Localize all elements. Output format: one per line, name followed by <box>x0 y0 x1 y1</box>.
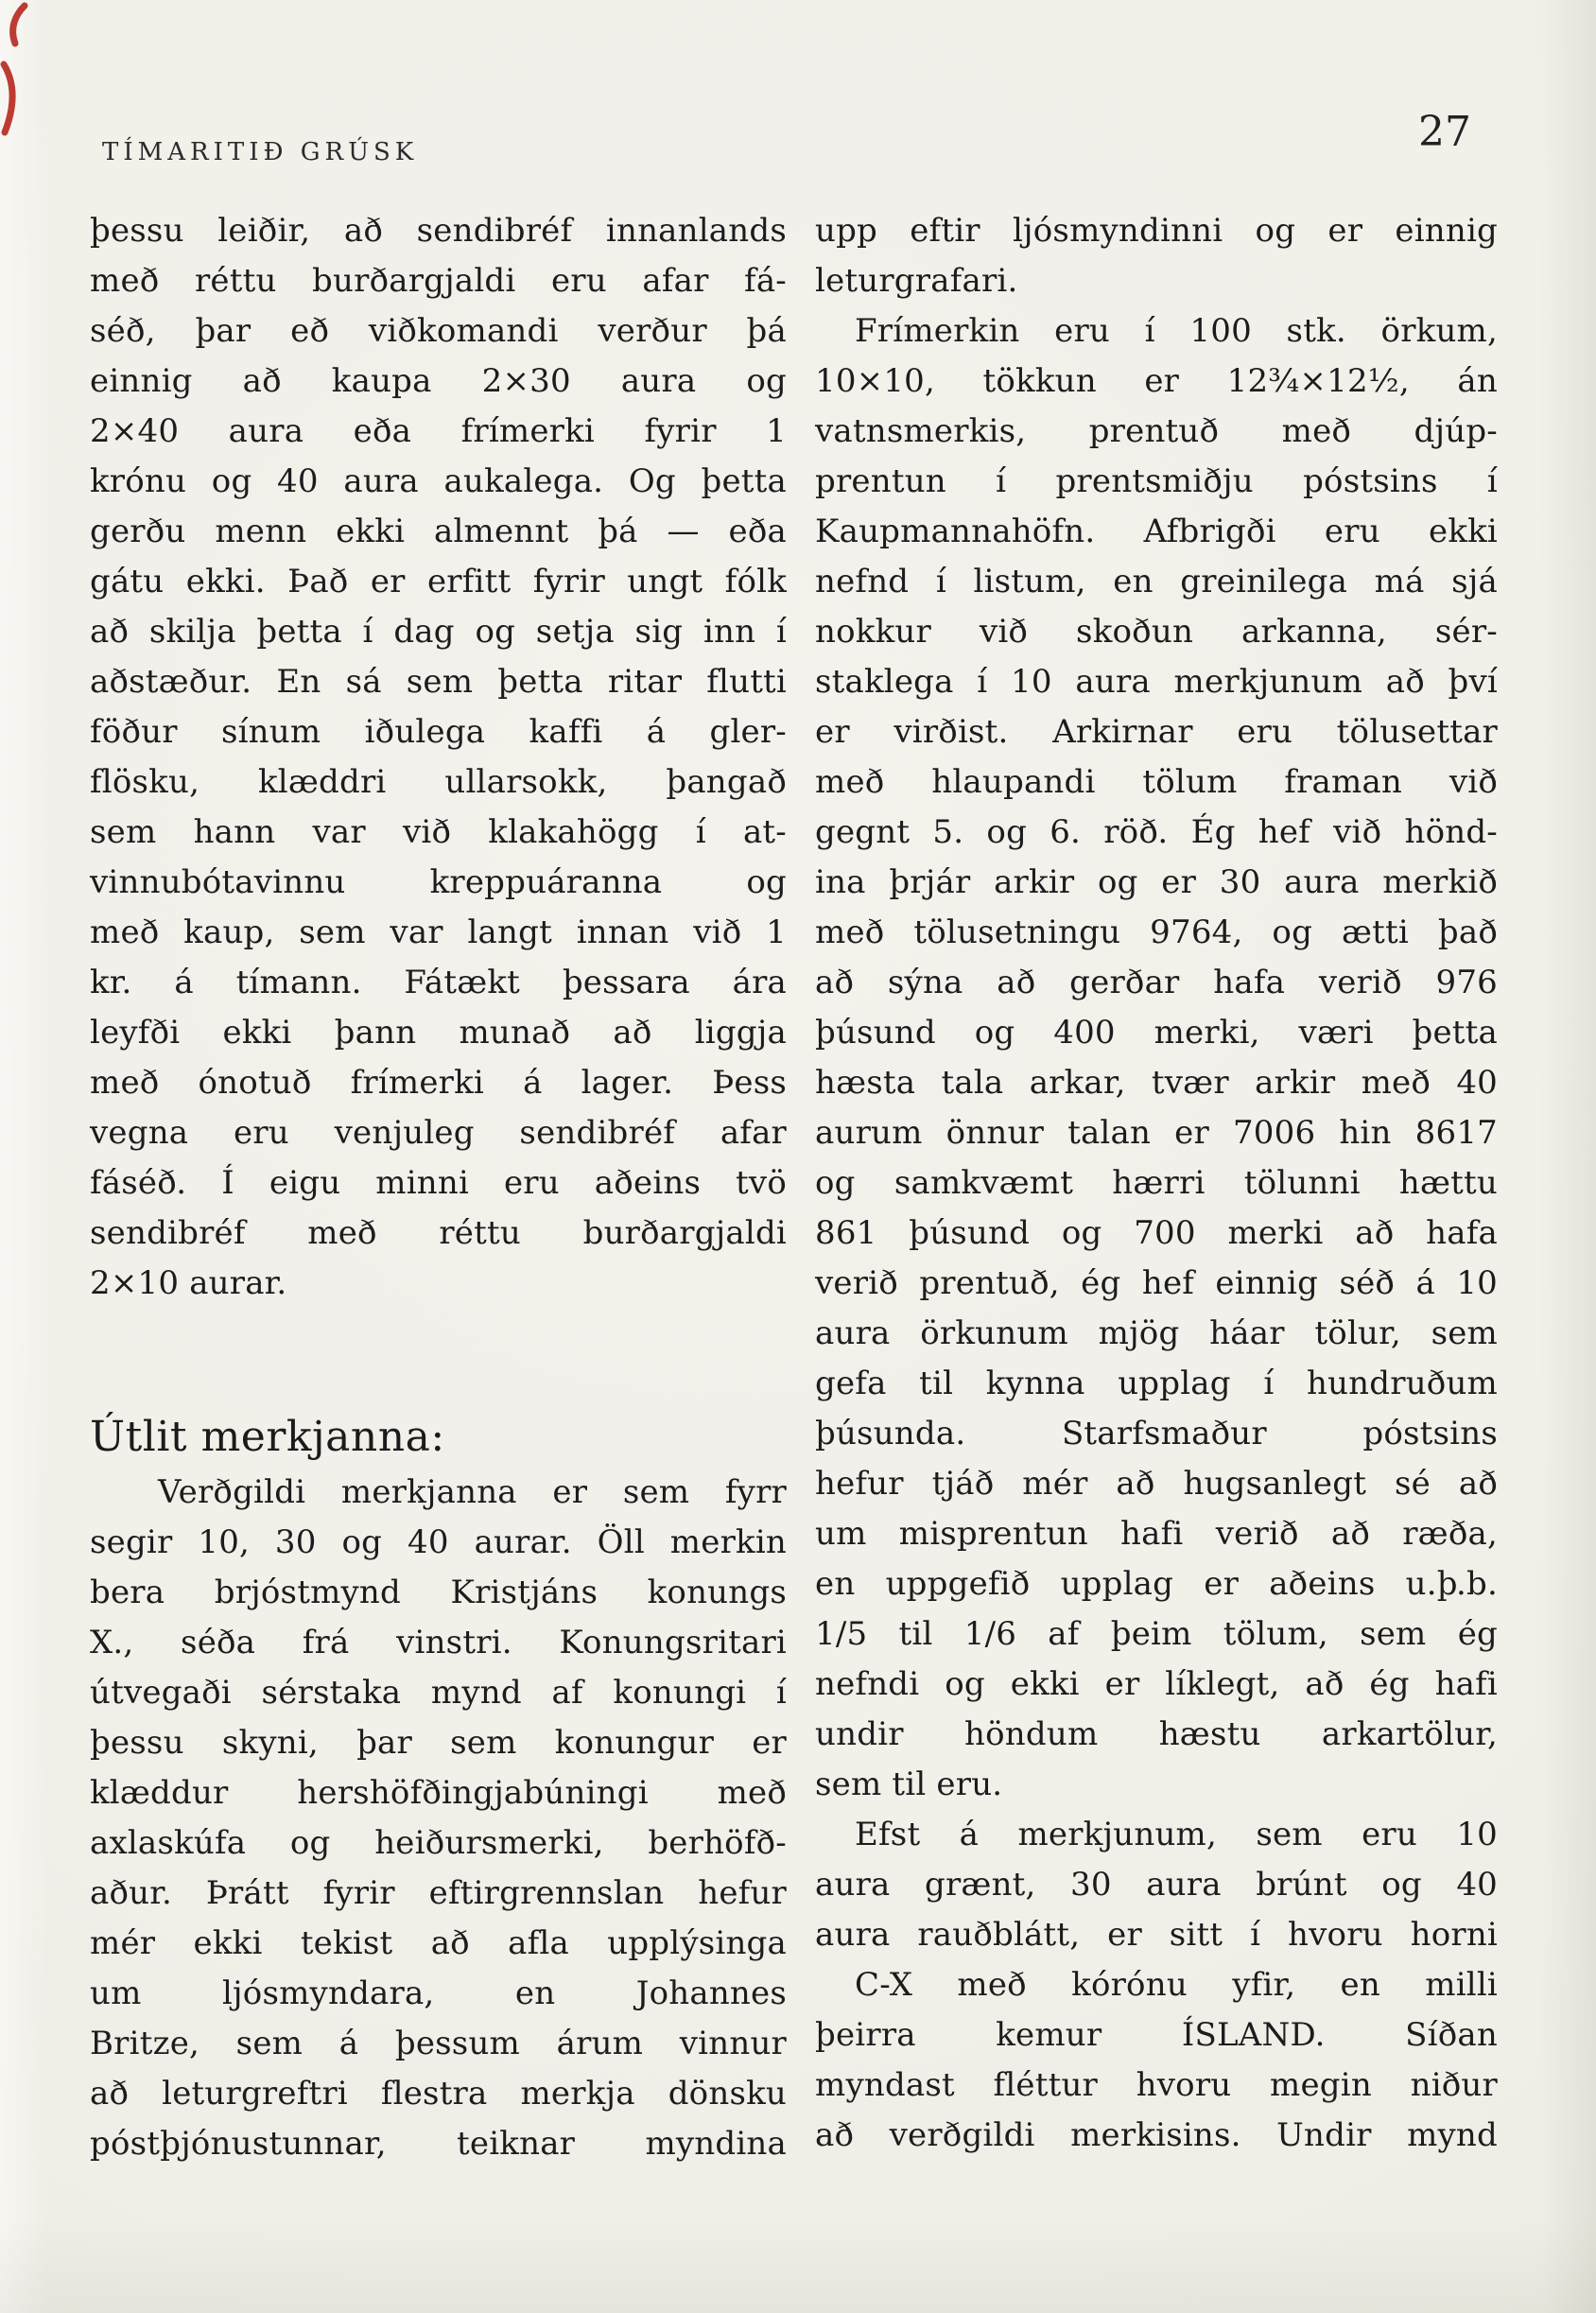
text-line: X., séða frá vinstri. Konungsritari <box>90 1624 787 1661</box>
text-line: aður. Þrátt fyrir eftirgrennslan hefur <box>90 1874 787 1912</box>
text-line: kr. á tímann. Fátækt þessara ára <box>90 964 787 1001</box>
right-column-paragraphs <box>815 206 1498 2161</box>
text-line: ina þrjár arkir og er 30 aura merkið <box>815 863 1498 901</box>
section-heading: Útlit merkjanna: <box>90 1413 445 1461</box>
text-line: upp eftir ljósmyndinni og er einnig <box>815 212 1498 250</box>
left-column-paragraph-2 <box>90 1468 787 2169</box>
text-line: bera brjóstmynd Kristjáns konungs <box>90 1574 787 1611</box>
text-line: sendibréf með réttu burðargjaldi <box>90 1214 787 1252</box>
text-line: klæddur hershöfðingjabúningi með <box>90 1774 787 1812</box>
text-line: með hlaupandi tölum framan við <box>815 763 1498 801</box>
text-line: að skilja þetta í dag og setja sig inn í <box>90 613 787 651</box>
text-line: 10×10, tökkun er 12¾×12½, án <box>815 362 1498 400</box>
text-line: 861 þúsund og 700 merki að hafa <box>815 1214 1498 1252</box>
left-column <box>90 206 787 2169</box>
text-line: hefur tjáð mér að hugsanlegt sé að <box>815 1465 1498 1503</box>
text-line: þessu skyni, þar sem konungur er <box>90 1724 787 1762</box>
text-line: nefndi og ekki er líklegt, að ég hafi <box>815 1665 1498 1703</box>
text-line: aura örkunum mjög háar tölur, sem <box>815 1314 1498 1352</box>
text-line: gegnt 5. og 6. röð. Ég hef við hönd- <box>815 813 1498 851</box>
text-line: föður sínum iðulega kaffi á gler- <box>90 713 787 751</box>
page-number: 27 <box>1418 108 1471 156</box>
text-line: þessu leiðir, að sendibréf innanlands <box>90 212 787 250</box>
text-line: 2×40 aura eða frímerki fyrir 1 <box>90 412 787 450</box>
text-line: prentun í prentsmiðju póstsins í <box>815 462 1498 500</box>
text-line: þúsunda. Starfsmaður póstsins <box>815 1415 1498 1452</box>
text-line: gerðu menn ekki almennt þá — eða <box>90 513 787 550</box>
text-line: Efst á merkjunum, sem eru 10 <box>855 1816 1498 1853</box>
text-line: 2×10 aurar. <box>90 1264 287 1302</box>
text-line: staklega í 10 aura merkjunum að því <box>815 663 1498 701</box>
text-line: axlaskúfa og heiðursmerki, berhöfð- <box>90 1824 787 1862</box>
red-pen-marks <box>0 0 57 151</box>
text-line: um misprentun hafi verið að ræða, <box>815 1515 1498 1553</box>
text-line: leyfði ekki þann munað að liggja <box>90 1014 787 1052</box>
text-line: vatnsmerkis, prentuð með djúp- <box>815 412 1498 450</box>
text-line: 1/5 til 1/6 af þeim tölum, sem ég <box>815 1615 1498 1653</box>
text-line: og samkvæmt hærri tölunni hættu <box>815 1164 1498 1202</box>
text-line: C-X með kórónu yfir, en milli <box>855 1966 1498 2004</box>
text-line: aðstæður. En sá sem þetta ritar flutti <box>90 663 787 701</box>
text-line: útvegaði sérstaka mynd af konungi í <box>90 1674 787 1712</box>
text-line: myndast fléttur hvoru megin niður <box>815 2066 1498 2104</box>
text-line: vinnubótavinnu kreppuáranna og <box>90 863 787 901</box>
text-line: að verðgildi merkisins. Undir mynd <box>815 2116 1498 2154</box>
text-line: Verðgildi merkjanna er sem fyrr <box>158 1473 787 1511</box>
text-line: með tölusetningu 9764, og ætti það <box>815 913 1498 951</box>
text-line: póstþjónustunnar, teiknar myndina <box>90 2125 787 2163</box>
text-line: þúsund og 400 merki, væri þetta <box>815 1014 1498 1052</box>
text-line: með ónotuð frímerki á lager. Þess <box>90 1064 787 1102</box>
text-line: gefa til kynna upplag í hundruðum <box>815 1365 1498 1402</box>
text-line: sem hann var við klakahögg í at- <box>90 813 787 851</box>
text-line: einnig að kaupa 2×30 aura og <box>90 362 787 400</box>
text-line: séð, þar eð viðkomandi verður þá <box>90 312 787 350</box>
text-line: leturgrafari. <box>815 262 1018 300</box>
text-line: með réttu burðargjaldi eru afar fá- <box>90 262 787 300</box>
text-line: mér ekki tekist að afla upplýsinga <box>90 1924 787 1962</box>
text-line: en uppgefið upplag er aðeins u.þ.b. <box>815 1565 1498 1603</box>
text-line: nokkur við skoðun arkanna, sér- <box>815 613 1498 651</box>
text-line: undir höndum hæstu arkartölur, <box>815 1715 1498 1753</box>
text-line: fáséð. Í eigu minni eru aðeins tvö <box>90 1164 787 1202</box>
text-line: gátu ekki. Það er erfitt fyrir ungt fólk <box>90 563 787 600</box>
left-column-paragraph-1 <box>90 206 787 1309</box>
text-line: aurum önnur talan er 7006 hin 8617 <box>815 1114 1498 1152</box>
text-line: Frímerkin eru í 100 stk. örkum, <box>855 312 1498 350</box>
text-line: verið prentuð, ég hef einnig séð á 10 <box>815 1264 1498 1302</box>
text-line: vegna eru venjuleg sendibréf afar <box>90 1114 787 1152</box>
text-line: er virðist. Arkirnar eru tölusettar <box>815 713 1498 751</box>
text-line: Kaupmannahöfn. Afbrigði eru ekki <box>815 513 1498 550</box>
text-line: að leturgreftri flestra merkja dönsku <box>90 2075 787 2113</box>
text-line: aura grænt, 30 aura brúnt og 40 <box>815 1866 1498 1904</box>
text-line: Britze, sem á þessum árum vinnur <box>90 2025 787 2062</box>
text-line: krónu og 40 aura aukalega. Og þetta <box>90 462 787 500</box>
text-line: um ljósmyndara, en Johannes <box>90 1974 787 2012</box>
text-line: segir 10, 30 og 40 aurar. Öll merkin <box>90 1523 787 1561</box>
text-line: að sýna að gerðar hafa verið 976 <box>815 964 1498 1001</box>
text-line: hæsta tala arkar, tvær arkir með 40 <box>815 1064 1498 1102</box>
journal-title: TÍMARITIÐ GRÚSK <box>102 138 419 166</box>
text-line: flösku, klæddri ullarsokk, þangað <box>90 763 787 801</box>
text-line: þeirra kemur ÍSLAND. Síðan <box>815 2016 1498 2054</box>
text-line: með kaup, sem var langt innan við 1 <box>90 913 787 951</box>
text-line: nefnd í listum, en greinilega má sjá <box>815 563 1498 600</box>
right-column <box>815 206 1498 2161</box>
text-line: aura rauðblátt, er sitt í hvoru horni <box>815 1916 1498 1954</box>
text-line: sem til eru. <box>815 1765 1003 1803</box>
